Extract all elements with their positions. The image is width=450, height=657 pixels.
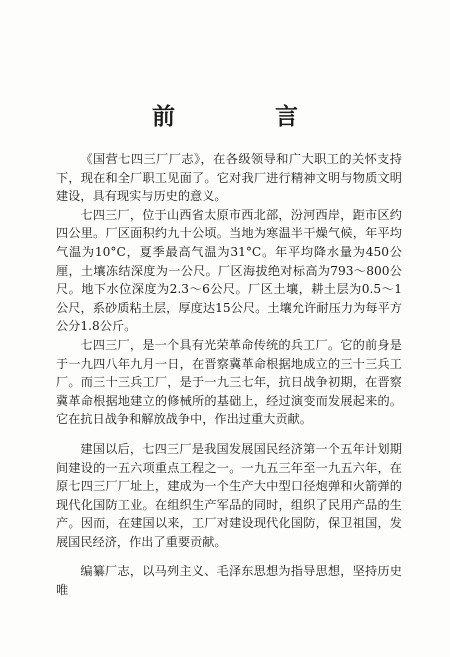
paragraph-location: 七四三厂，位于山西省太原市西北部，汾河西岸，距市区约四公里。厂区面积约九十公顷。当地为寒温半干燥气候，年平均气温为10°C，夏季最高气温为31°C。年平均降水量为450公厘，土壤冻结深度为一公尺。厂区海拔绝对标高为793～800公尺。地下水位深度为2.3～6公尺。厂区土壤，耕土层为0.5～1公尺，系砂质粘土层，厚度达15公尺。土壤允许耐压力为每平方公分1.8公斤。	[56, 207, 402, 334]
paragraph-compilation: 编纂厂志，以马列主义、毛泽东思想为指导思想，坚持历史唯	[56, 564, 402, 598]
paragraph-post-founding: 建国以后，七四三厂是我国发展国民经济第一个五年计划期间建设的一五六项重点工程之一。一九五三年至一九五六年，在原七四三厂厂址上，建成为一个生产大中型口径炮弹和火箭弹的现代化国防工业。在组织生产军品的同时，组织了民用产品的生产。因而，在建国以来，工厂对建设现代化国防，保卫祖国，发展国民经济，作出了重要贡献。	[56, 441, 402, 549]
paragraph-intro: 《国营七四三厂厂志》，在各级领导和广大职工的关怀支持下，现在和全厂职工见面了。它对我厂进行精神文明与物质文明建设，具有现实与历史的意义。	[56, 152, 402, 204]
page-title: 前 言	[151, 103, 344, 130]
document-body	[56, 150, 402, 600]
paragraph-history: 七四三厂，是一个具有光荣革命传统的兵工厂。它的前身是于一九四八年九月一日，在晋察冀革命根据地成立的三十三兵工厂。而三十三兵工厂，是于一九三七年，抗日战争初期，在晋察冀革命根据地建立的修械所的基础上，经过演变而发展起来的。它在抗日战争和解放战争中，作出过重大贡献。	[56, 337, 402, 427]
